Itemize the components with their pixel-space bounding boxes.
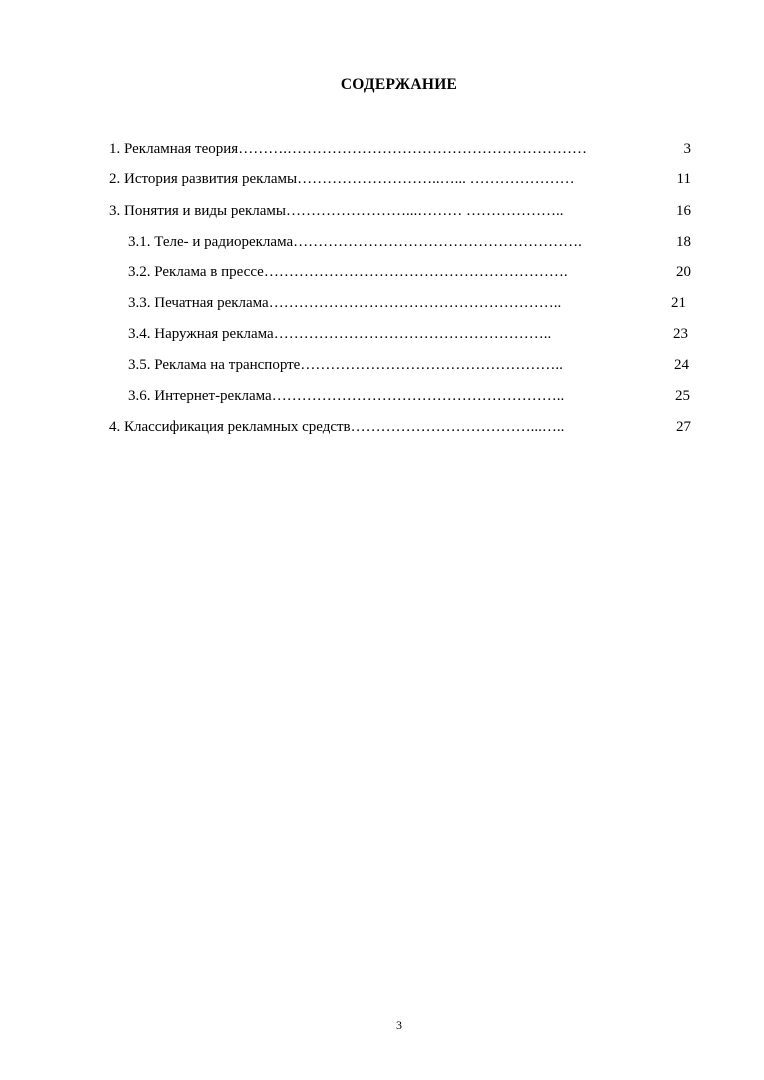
toc-entry-text: 3.1. Теле- и радиореклама	[128, 234, 294, 250]
toc-entry-3-5[interactable]	[128, 355, 689, 375]
toc-entry-3-6[interactable]	[128, 386, 690, 406]
toc-entry-text: 3.5. Реклама на транспорте	[128, 357, 301, 373]
toc-entry-text: 4. Классификация рекламных средств	[109, 419, 351, 435]
toc-entry-page: 16	[676, 203, 691, 219]
toc-entry-page: 23	[673, 326, 688, 342]
toc-entry-3-3[interactable]	[128, 293, 686, 313]
toc-entry-4[interactable]	[109, 417, 691, 437]
toc-entry-dots: …………………………………………………….	[263, 264, 568, 280]
toc-entry-dots: ……….……………………………………………………	[238, 141, 587, 157]
toc-entry-text: 3. Понятия и виды рекламы	[109, 203, 286, 219]
toc-entry-dots: …………………………………………………..	[268, 295, 562, 311]
toc-entry-page: 21	[671, 295, 686, 311]
toc-entry-3[interactable]	[109, 201, 691, 221]
toc-entry-page: 20	[676, 264, 691, 280]
toc-entry-text: 3.2. Реклама в прессе	[128, 264, 264, 280]
page-number: 3	[396, 1018, 402, 1032]
page-title: СОДЕРЖАНИЕ	[340, 76, 458, 93]
toc-entry-page: 24	[674, 357, 689, 373]
toc-entry-dots: ………………………………………………….	[293, 234, 582, 250]
toc-entry-page: 18	[676, 234, 691, 250]
toc-entry-3-1[interactable]	[128, 232, 691, 252]
toc-entry-dots: ……………………...……… ………………..	[286, 203, 564, 219]
toc-entry-1[interactable]	[109, 139, 691, 159]
toc-entry-text: 1. Рекламная теория	[109, 141, 239, 157]
toc-entry-dots: ………………………………………………..	[273, 326, 552, 342]
toc-entry-page: 27	[676, 419, 691, 435]
toc-entry-dots: ………………………………...…..	[350, 419, 565, 435]
toc-entry-page: 3	[683, 141, 691, 157]
toc-entry-2[interactable]	[109, 169, 691, 189]
toc-entry-text: 3.6. Интернет-реклама	[128, 388, 272, 404]
toc-entry-dots: …………………………………………………..	[271, 388, 565, 404]
toc-entry-dots: ………………………..…... …………………	[297, 171, 575, 187]
toc-entry-3-2[interactable]	[128, 262, 691, 282]
toc-entry-3-4[interactable]	[128, 324, 688, 344]
toc-entry-page: 25	[675, 388, 690, 404]
toc-entry-dots: ……………………………………………..	[300, 357, 563, 373]
toc-entry-page: 11	[676, 171, 691, 187]
toc-entry-text: 3.3. Печатная реклама	[128, 295, 269, 311]
toc-entry-text: 3.4. Наружная реклама	[128, 326, 274, 342]
toc-entry-text: 2. История развития рекламы	[109, 171, 298, 187]
